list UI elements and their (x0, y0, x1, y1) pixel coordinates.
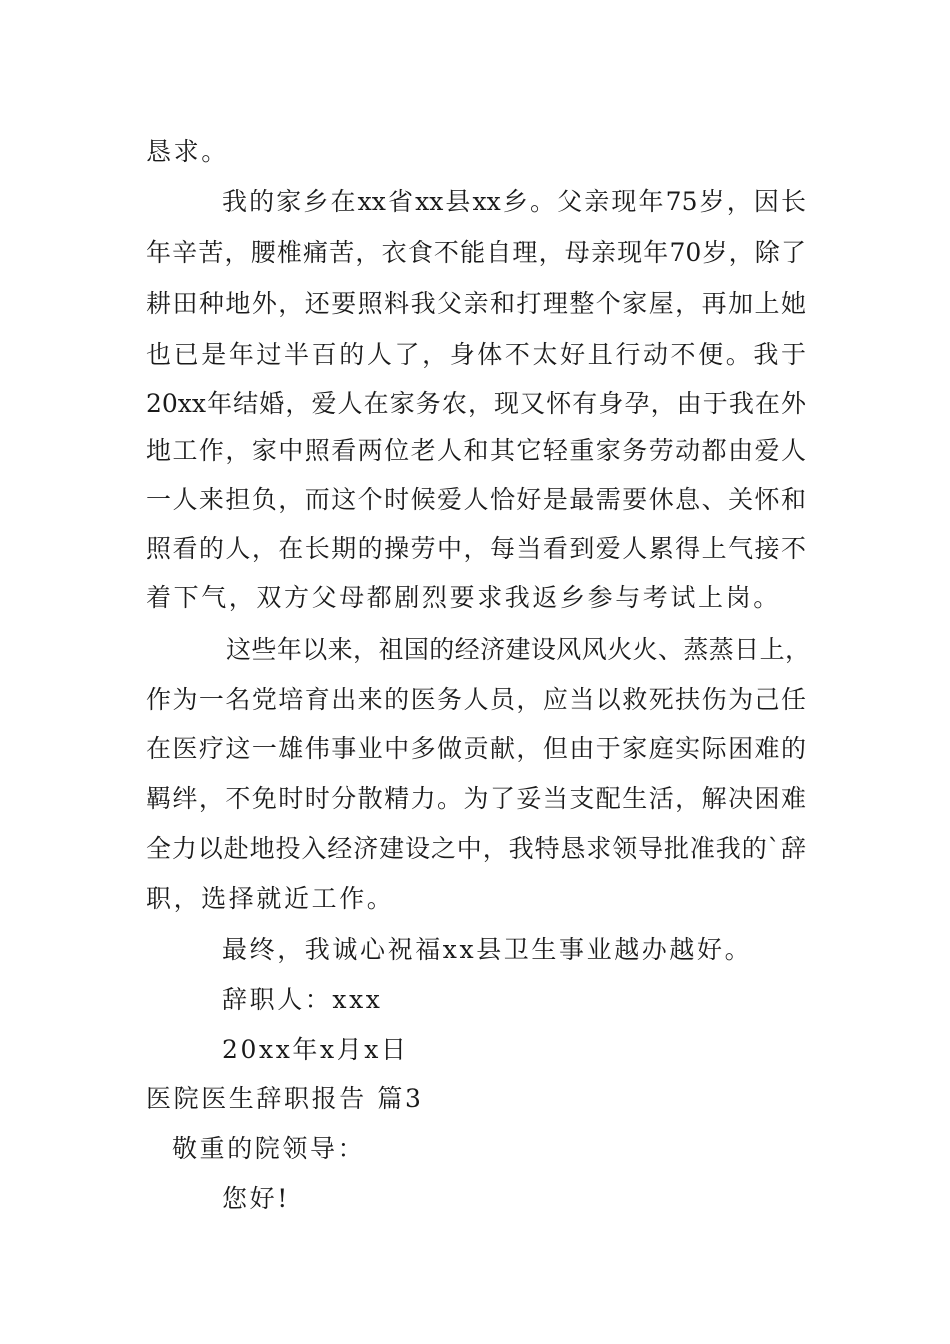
paragraph-line: 也已是年过半百的人了，身体不太好且行动不便。我于 (146, 340, 806, 369)
paragraph-line: 作为一名党培育出来的医务人员，应当以救死扶伤为己任 (146, 685, 806, 714)
paragraph-line: 一人来担负，而这个时候爱人恰好是最需要休息、关怀和 (146, 485, 806, 514)
salutation: 敬重的院领导： (172, 1134, 366, 1163)
paragraph-line: 恳求。 (146, 137, 229, 166)
section-heading: 医院医生辞职报告 篇3 (146, 1084, 424, 1113)
paragraph-line: 全力以赴地投入经济建设之中，我特恳求领导批准我的`辞 (146, 834, 806, 863)
paragraph-line: 耕田种地外，还要照料我父亲和打理整个家屋，再加上她 (146, 289, 806, 318)
signature-date: 20xx年x月x日 (222, 1035, 409, 1064)
signer: 辞职人：xxx (222, 985, 383, 1014)
paragraph-line: 地工作，家中照看两位老人和其它轻重家务劳动都由爱人 (146, 436, 806, 465)
paragraph-line: 年辛苦，腰椎痛苦，衣食不能自理，母亲现年70岁，除了 (146, 238, 806, 267)
paragraph-line: 我的家乡在xx省xx县xx乡。父亲现年75岁，因长 (222, 187, 806, 216)
paragraph-line: 职，选择就近工作。 (146, 884, 395, 913)
paragraph-line: 这些年以来，祖国的经济建设风风火火、蒸蒸日上， (226, 635, 810, 664)
paragraph-line: 着下气，双方父母都剧烈要求我返乡参与考试上岗。 (146, 583, 781, 612)
paragraph-line: 在医疗这一雄伟事业中多做贡献，但由于家庭实际困难的 (146, 734, 806, 763)
greeting: 您好! (222, 1184, 290, 1213)
paragraph-line: 羁绊，不免时时分散精力。为了妥当支配生活，解决困难 (146, 784, 806, 813)
paragraph-line: 照看的人，在长期的操劳中，每当看到爱人累得上气接不 (146, 534, 806, 563)
paragraph-line: 20xx年结婚，爱人在家务农，现又怀有身孕，由于我在外 (146, 389, 806, 418)
closing-wish: 最终，我诚心祝福xx县卫生事业越办越好。 (222, 935, 753, 964)
